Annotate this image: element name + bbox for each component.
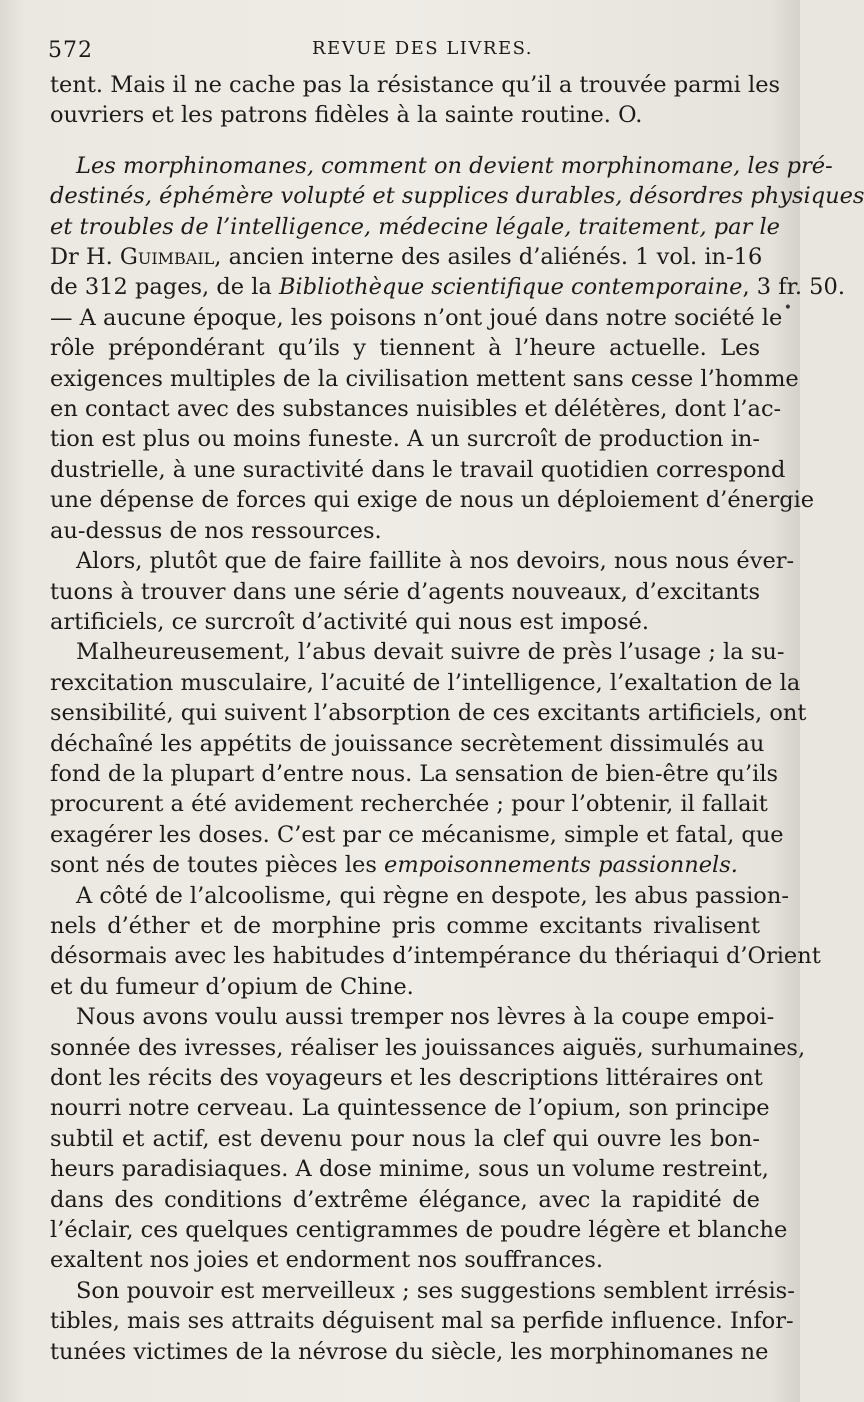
text-span: sont nés de toutes pièces les [50,852,385,879]
text-line: tunées victimes de la névrose du siècle, les morphinomanes ne [50,1338,769,1365]
publication-line [50,272,845,302]
text-line [50,850,760,880]
text-line: Malheureusement, l’abus devait suivre de près l’usage ; la su- [76,639,785,666]
paragraph-4 [50,881,821,1003]
author-prefix: Dr H. [50,244,120,271]
paragraph-3 [50,637,807,880]
book-title-line: et troubles de l’intelligence, médecine légale, traitement, par le [50,213,780,240]
text-line: et du fumeur d’opium de Chine. [50,973,414,1000]
intro-paragraph [50,70,781,131]
page-body [50,70,864,1367]
text-line: rexcitation musculaire, l’acuité de l’intelligence, l’exaltation de la [50,669,801,696]
text-line: Nous avons voulu aussi tremper nos lèvres à la coupe empoi- [76,1004,775,1031]
text-line: nels d’éther et de morphine pris comme excitants rivalisent [50,912,760,939]
text-line: Alors, plutôt que de faire faillite à nos devoirs, nous nous éver- [76,548,795,575]
text-line: ouvriers et les patrons fidèles à la sainte routine. O. [50,102,643,129]
text-line: au-dessus de nos ressources. [50,517,382,544]
text-line: fond de la plupart d’entre nous. La sensation de bien-être qu’ils [50,760,779,787]
text-line: — A aucune époque, les poisons n’ont joué dans notre société le [50,304,783,331]
publication-prefix: de 312 pages, de la [50,274,279,301]
book-title-line: destinés, éphémère volupté et supplices durables, désordres physiques [50,183,864,210]
review-heading [50,151,864,303]
text-line: tibles, mais ses attraits déguisent mal sa perfide influence. Infor- [50,1308,794,1335]
paragraph-6 [50,1276,795,1367]
italic-term: empoisonnements passionnels. [384,852,738,879]
page-header [50,30,760,70]
text-line: tuons à trouver dans une série d’agents nouveaux, d’excitants [50,578,760,605]
text-line: exagérer les doses. C’est par ce mécanisme, simple et fatal, que [50,821,784,848]
author-rest: , ancien interne des asiles d’aliénés. 1 vol. in-16 [214,244,763,271]
author-name: Guimbail [119,244,215,271]
margin-dot-icon: • [783,300,792,316]
text-line: nourri notre cerveau. La quintessence de l’opium, son principe [50,1095,770,1122]
text-line: exigences multiples de la civilisation mettent sans cesse l’homme [50,365,799,392]
text-line: sensibilité, qui suivent l’absorption de ces excitants artificiels, ont [50,700,807,727]
text-line: dustrielle, à une suractivité dans le travail quotidien correspond [50,456,786,483]
text-line: subtil et actif, est devenu pour nous la clef qui ouvre les bon- [50,1125,760,1152]
text-line: heurs paradisiaques. A dose minime, sous un volume restreint, [50,1156,769,1183]
text-line: Son pouvoir est merveilleux ; ses suggestions semblent irrésis- [76,1277,795,1304]
paragraph-1 [50,303,815,546]
publication-price: , 3 fr. 50. [742,274,845,301]
page-number: 572 [48,38,93,63]
text-line: tion est plus ou moins funeste. A un surcroît de production in- [50,426,760,453]
text-line: procurent a été avidement recherchée ; pour l’obtenir, il fallait [50,791,768,818]
text-line: déchaîné les appétits de jouissance secrètement dissimulés au [50,730,765,757]
text-line: en contact avec des substances nuisibles et délétères, dont l’ac- [50,396,782,423]
book-title-line: Les morphinomanes, comment on devient morphinomane, les pré- [76,152,833,179]
text-line: sonnée des ivresses, réaliser les jouissances aiguës, surhumaines, [50,1034,806,1061]
text-line: dont les récits des voyageurs et les descriptions littéraires ont [50,1065,763,1091]
text-line: rôle prépondérant qu’ils y tiennent à l’heure actuelle. Les [50,335,760,362]
paragraph-2 [50,546,795,637]
text-line: tent. Mais il ne cache pas la résistance qu’il a trouvée parmi les [50,72,781,98]
text-line: dans des conditions d’extrême élégance, avec la rapidité de [50,1186,760,1213]
paragraph-5 [50,1002,806,1276]
text-line: A côté de l’alcoolisme, qui règne en despote, les abus passion- [76,882,789,909]
author-line [50,242,763,272]
publication-collection: Bibliothèque scientifique contemporaine [279,274,743,301]
running-title: REVUE DES LIVRES. [312,38,534,59]
text-line: exaltent nos joies et endorment nos souffrances. [50,1247,604,1274]
text-line: désormais avec les habitudes d’intempérance du thériaqui d’Orient [50,943,821,970]
text-line: une dépense de forces qui exige de nous un déploiement d’énergie [50,487,815,514]
text-line: artificiels, ce surcroît d’activité qui nous est imposé. [50,608,649,635]
text-line: l’éclair, ces quelques centigrammes de poudre légère et blanche [50,1217,788,1244]
